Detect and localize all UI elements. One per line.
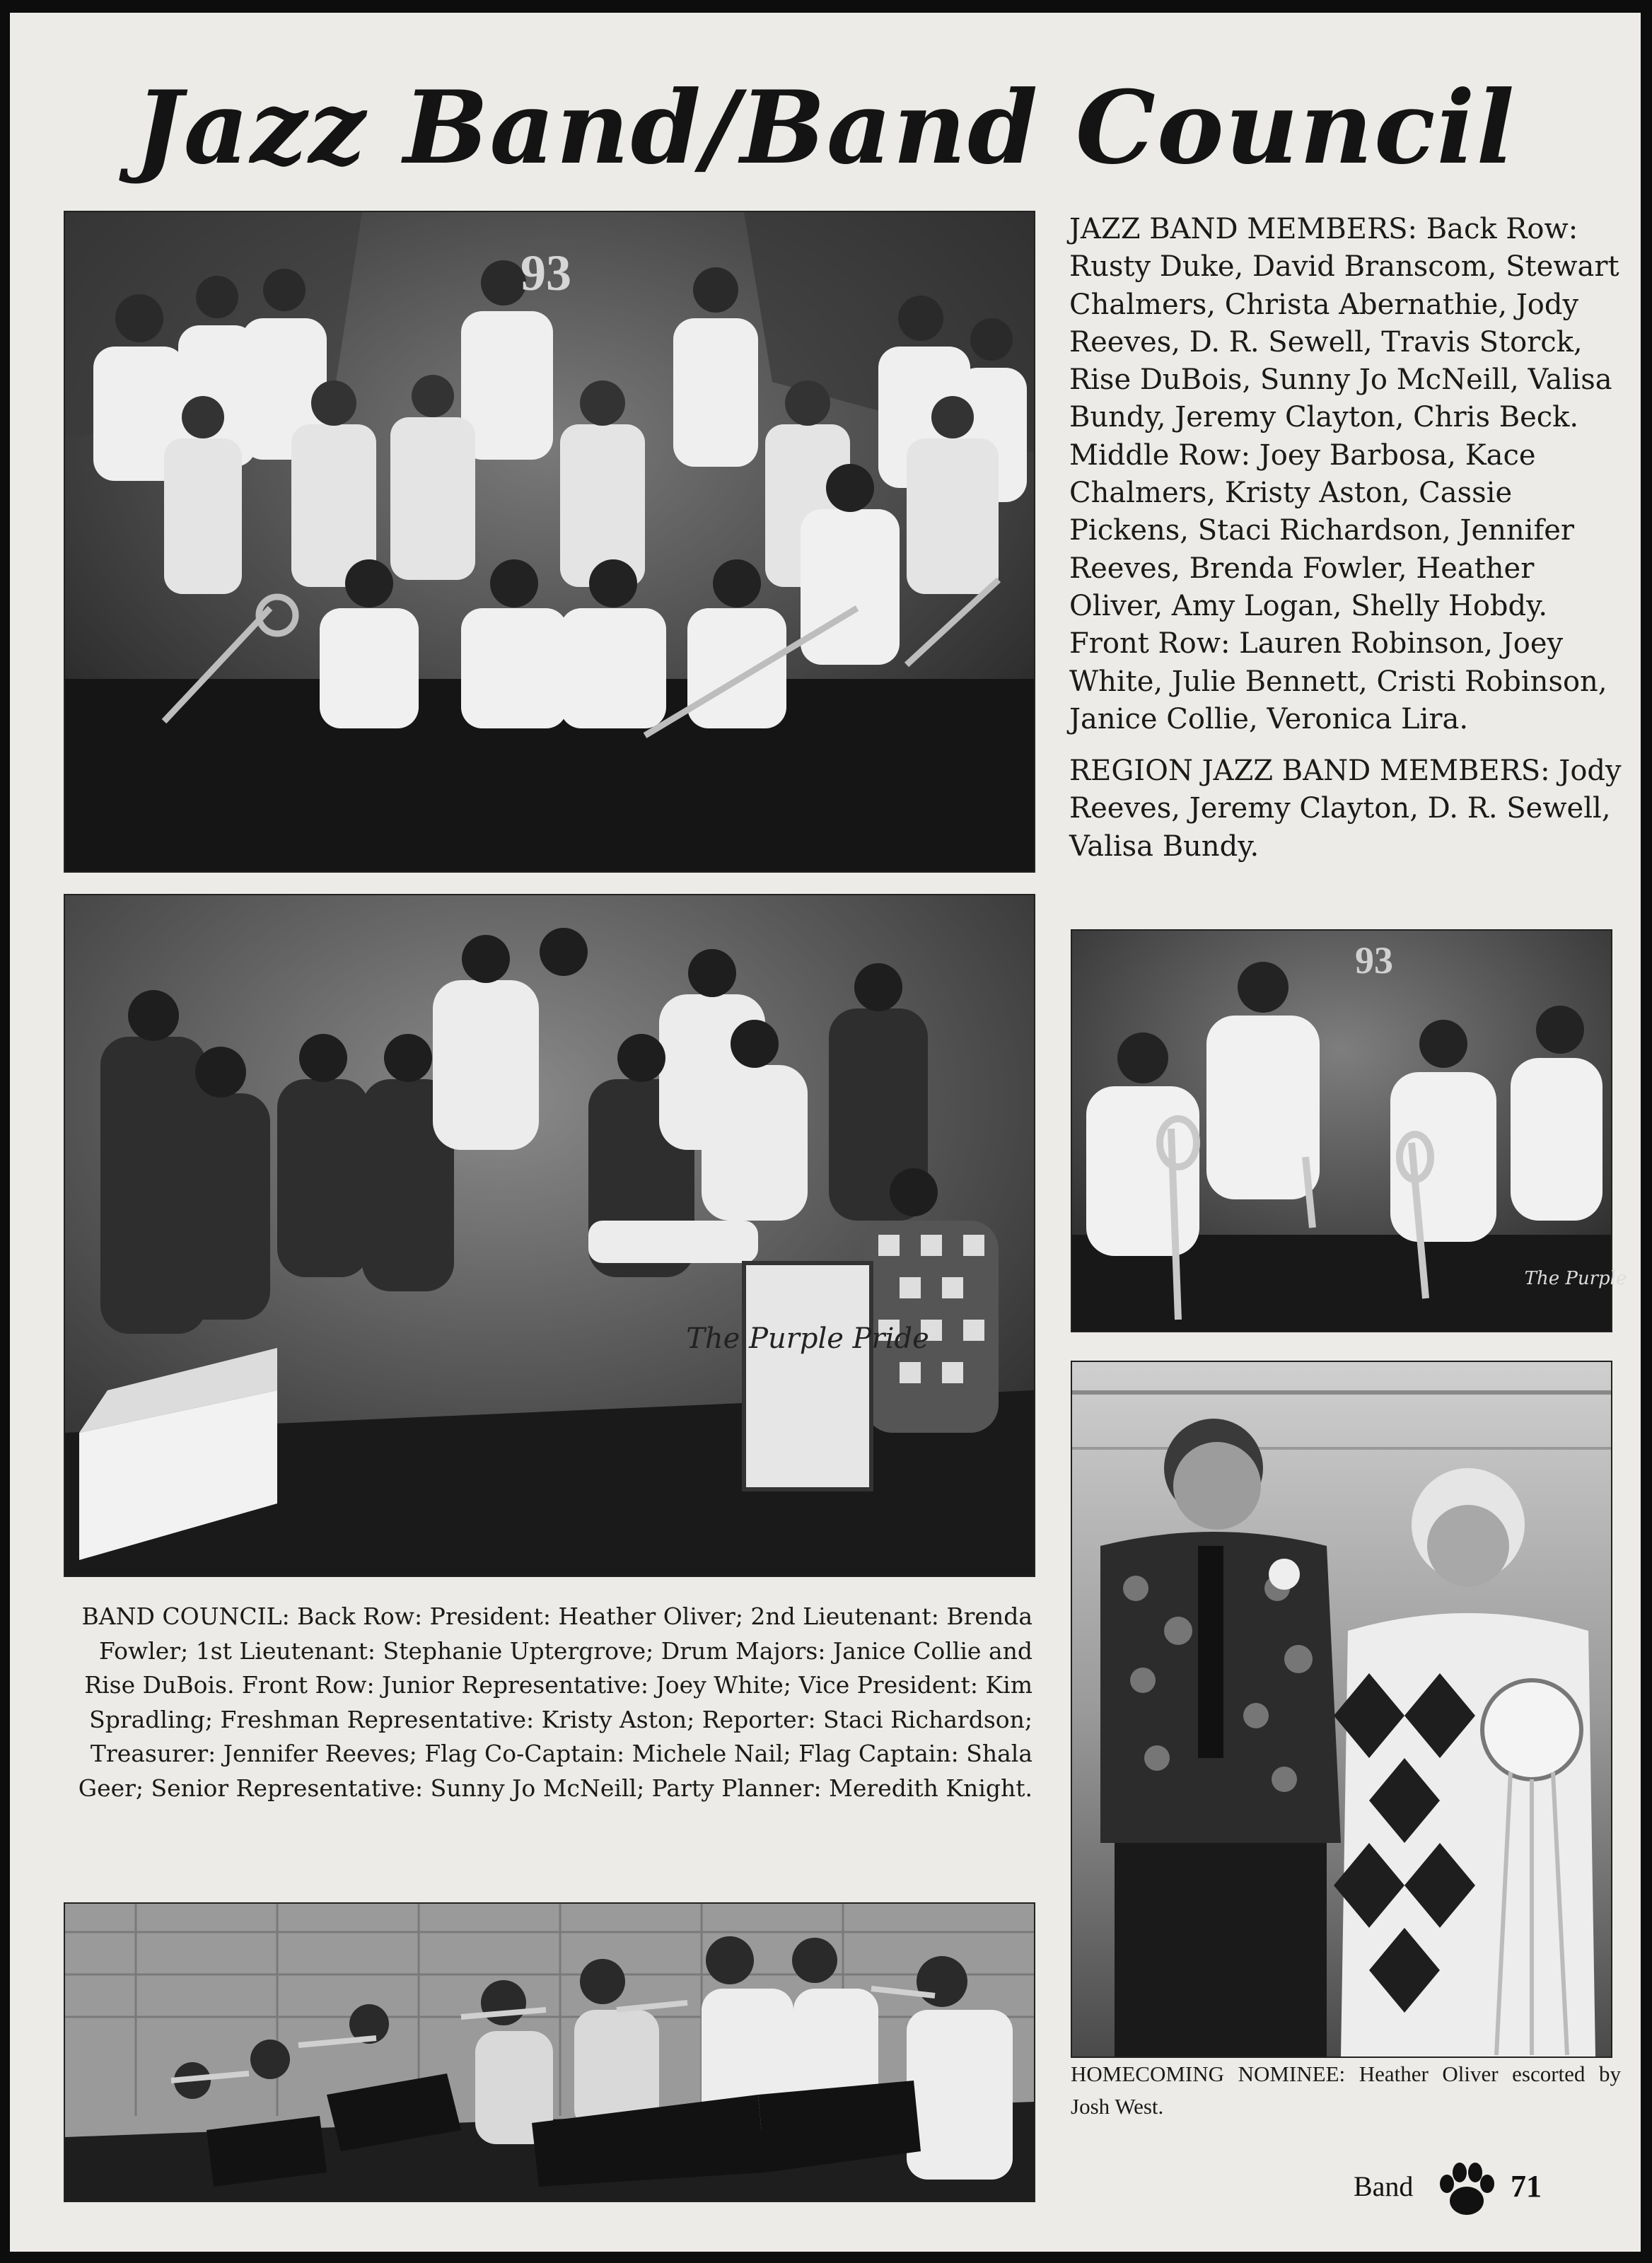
jazz-band-caption <box>1069 211 1625 880</box>
page-number: 71 <box>1511 2169 1542 2204</box>
jazz-band-group-photo <box>64 211 1035 873</box>
footer-section-label: Band <box>1354 2170 1414 2202</box>
jazz-band-members-text: JAZZ BAND MEMBERS: Back Row: Rusty Duke, David Branscom, Stewart Chalmers, Christa Abernathie, Jody Reeves, D. R. Sewell, Travis Storck, Rise DuBois, Sunny Jo McNeill, Valisa Bundy, Jeremy Clayton, Chris Beck. Middle Row: Joey Barbosa, Kace Chalmers, Kristy Aston, Cassie Pickens, Staci Richardson, Jennifer Reeves, Brenda Fowler, Heather Oliver, Amy Logan, Shelly Hobdy. Front Row: Lauren Robinson, Joey White, Julie Bennett, Cristi Robinson, Janice Collie, Veronica Lira. <box>1069 213 1619 735</box>
yearbook-page <box>10 13 1641 2252</box>
homecoming-nominee-photo <box>1071 1361 1612 2058</box>
page-footer <box>1354 2154 1566 2218</box>
region-jazz-band-photo <box>1071 929 1627 1332</box>
page-title: Jazz Band/Band Council <box>134 69 1516 187</box>
crate-sign-text-small: The Purple <box>1524 1268 1627 1289</box>
backdrop-year-text: 93 <box>520 245 571 301</box>
band-council-group-photo <box>64 894 1035 1577</box>
jazz-band-performance-photo <box>64 1902 1035 2202</box>
band-council-caption: BAND COUNCIL: Back Row: President: Heather Oliver; 2nd Lieutenant: Brenda Fowler; 1st Lieutenant: Stephanie Uptergrove; Drum Majors: Janice Collie and Rise DuBois. Front Row: Junior Representative: Joey White; Vice President: Kim Spradling; Freshman Representative: Kristy Aston; Reporter: Staci Richardson; Treasurer: Jennifer Reeves; Flag Co-Captain: Michele Nail; Flag Captain: Shala Geer; Senior Representative: Sunny Jo McNeill; Party Planner: Meredith Knight. <box>78 1602 1032 1802</box>
region-jazz-band-members-text: REGION JAZZ BAND MEMBERS: Jody Reeves, Jeremy Clayton, D. R. Sewell, Valisa Bundy. <box>1069 755 1622 863</box>
homecoming-nominee-caption: HOMECOMING NOMINEE: Heather Oliver escorted by Josh West. <box>1071 2061 1621 2119</box>
backdrop-year-text-small: 93 <box>1355 939 1393 982</box>
paw-print-icon <box>1431 2154 1502 2225</box>
crate-sign-text: The Purple Pride <box>686 1322 929 1355</box>
